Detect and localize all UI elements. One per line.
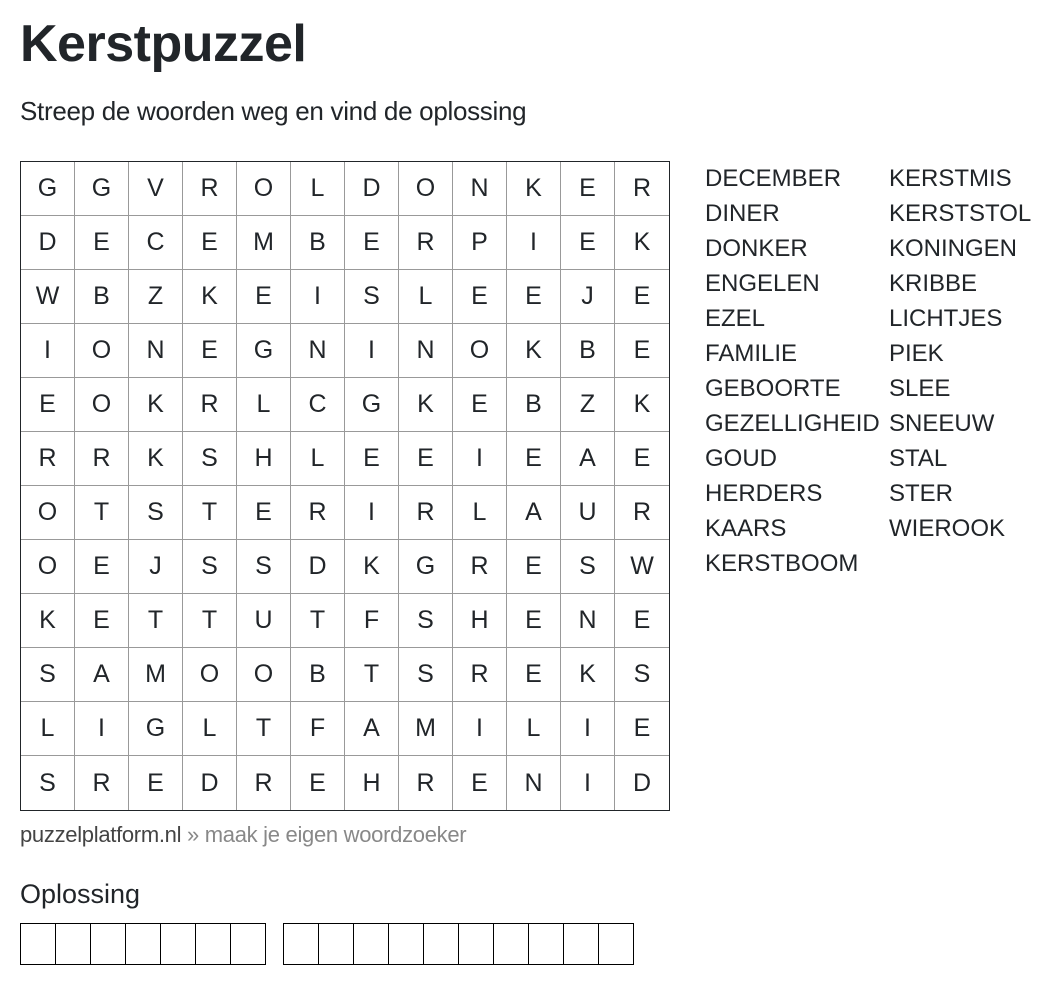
word-list-item: KERSTMIS	[889, 165, 1012, 192]
grid-cell[interactable]: E	[453, 270, 507, 324]
grid-cell[interactable]: B	[75, 270, 129, 324]
grid-cell[interactable]: G	[345, 378, 399, 432]
word-list	[705, 161, 1046, 581]
word-list-item: SNEEUW	[889, 410, 995, 437]
grid-cell[interactable]: T	[291, 594, 345, 648]
grid-cell[interactable]: A	[75, 648, 129, 702]
footer-link	[20, 820, 466, 850]
grid-cell[interactable]: E	[507, 648, 561, 702]
grid-cell[interactable]: G	[237, 324, 291, 378]
solution-letter-box[interactable]	[494, 924, 529, 964]
grid-cell[interactable]: E	[507, 432, 561, 486]
grid-cell[interactable]: L	[453, 486, 507, 540]
grid-cell[interactable]: E	[183, 216, 237, 270]
grid-cell[interactable]: E	[75, 540, 129, 594]
grid-cell[interactable]: L	[507, 702, 561, 756]
grid-cell[interactable]: S	[561, 540, 615, 594]
grid-cell[interactable]: E	[237, 270, 291, 324]
grid-cell[interactable]: E	[453, 756, 507, 810]
grid-cell[interactable]: K	[507, 324, 561, 378]
word-list-item: SLEE	[889, 375, 951, 402]
grid-cell[interactable]: K	[615, 216, 669, 270]
grid-cell[interactable]: E	[615, 324, 669, 378]
grid-cell[interactable]: D	[291, 540, 345, 594]
word-list-item: KONINGEN	[889, 235, 1018, 262]
grid-cell[interactable]: O	[399, 162, 453, 216]
word-list-item: LICHTJES	[889, 305, 1003, 332]
grid-cell[interactable]: O	[21, 486, 75, 540]
grid-cell[interactable]: S	[21, 648, 75, 702]
grid-cell[interactable]: E	[237, 486, 291, 540]
solution-word-1	[20, 923, 266, 965]
grid-cell[interactable]: L	[21, 702, 75, 756]
grid-cell[interactable]: T	[129, 594, 183, 648]
word-list-item: DECEMBER	[705, 165, 842, 192]
solution-title: Oplossing	[20, 879, 141, 909]
solution-letter-box[interactable]	[126, 924, 161, 964]
solution-letter-box[interactable]	[196, 924, 231, 964]
grid-cell[interactable]: J	[561, 270, 615, 324]
grid-cell[interactable]: J	[129, 540, 183, 594]
solution-letter-box[interactable]	[161, 924, 196, 964]
grid-cell[interactable]: R	[453, 648, 507, 702]
solution-letter-box[interactable]	[389, 924, 424, 964]
grid-cell[interactable]: E	[345, 216, 399, 270]
solution-letter-box[interactable]	[459, 924, 494, 964]
page-title: Kerstpuzzel	[20, 15, 307, 73]
word-list-item: WIEROOK	[889, 515, 1006, 542]
make-wordsearch-link[interactable]: » maak je eigen woordzoeker	[181, 822, 467, 847]
grid-cell[interactable]: O	[75, 378, 129, 432]
grid-cell[interactable]: D	[21, 216, 75, 270]
grid-cell[interactable]: K	[399, 378, 453, 432]
grid-cell[interactable]: W	[21, 270, 75, 324]
grid-cell[interactable]: E	[129, 756, 183, 810]
grid-cell[interactable]: R	[75, 432, 129, 486]
grid-cell[interactable]: B	[291, 648, 345, 702]
grid-cell[interactable]: C	[129, 216, 183, 270]
grid-cell[interactable]: T	[345, 648, 399, 702]
grid-cell[interactable]: L	[291, 432, 345, 486]
word-list-item: KERSTSTOL	[889, 200, 1032, 227]
solution-letter-box[interactable]	[424, 924, 459, 964]
grid-cell[interactable]: L	[237, 378, 291, 432]
solution-letter-box[interactable]	[91, 924, 126, 964]
grid-cell[interactable]: R	[21, 432, 75, 486]
solution-letter-box[interactable]	[284, 924, 319, 964]
grid-cell[interactable]: F	[291, 702, 345, 756]
grid-cell[interactable]: S	[129, 486, 183, 540]
grid-cell[interactable]: S	[237, 540, 291, 594]
word-list-item: PIEK	[889, 340, 944, 367]
grid-cell[interactable]: I	[453, 432, 507, 486]
grid-cell[interactable]: S	[615, 648, 669, 702]
grid-cell[interactable]: L	[183, 702, 237, 756]
grid-cell[interactable]: D	[345, 162, 399, 216]
grid-cell[interactable]: V	[129, 162, 183, 216]
grid-cell[interactable]: K	[345, 540, 399, 594]
word-list-item: HERDERS	[705, 480, 823, 507]
grid-cell[interactable]: T	[183, 486, 237, 540]
grid-cell[interactable]: G	[21, 162, 75, 216]
grid-cell[interactable]: D	[632, 768, 652, 797]
grid-cell[interactable]: O	[21, 540, 75, 594]
grid-cell[interactable]: R	[183, 162, 237, 216]
page-subtitle: Streep de woorden weg en vind de oplossing	[20, 96, 527, 126]
grid-cell[interactable]: R	[75, 756, 129, 810]
grid-cell[interactable]: K	[615, 378, 669, 432]
word-list-item: EZEL	[705, 305, 766, 332]
grid-cell[interactable]: B	[291, 216, 345, 270]
grid-cell[interactable]: S	[399, 648, 453, 702]
grid-cell[interactable]: A	[561, 432, 615, 486]
grid-cell[interactable]: H	[345, 756, 399, 810]
grid-cell[interactable]: A	[345, 702, 399, 756]
grid-cell[interactable]: K	[507, 162, 561, 216]
grid-cell[interactable]: T	[75, 486, 129, 540]
solution-letter-box[interactable]	[529, 924, 564, 964]
word-list-item: KRIBBE	[889, 270, 978, 297]
grid-cell[interactable]: B	[507, 378, 561, 432]
grid-cell[interactable]: I	[345, 324, 399, 378]
grid-cell[interactable]: R	[183, 378, 237, 432]
grid-cell[interactable]: N	[399, 324, 453, 378]
grid-cell[interactable]: E	[561, 162, 615, 216]
grid-cell[interactable]: R	[399, 486, 453, 540]
grid-cell[interactable]: E	[615, 432, 669, 486]
grid-cell[interactable]: F	[345, 594, 399, 648]
word-list-item: STER	[889, 480, 954, 507]
solution-letter-box[interactable]	[21, 924, 56, 964]
grid-cell[interactable]: E	[75, 216, 129, 270]
grid-cell[interactable]: S	[21, 756, 75, 810]
grid-cell[interactable]: M	[237, 216, 291, 270]
grid-cell[interactable]: E	[507, 594, 561, 648]
grid-cell[interactable]: R	[291, 486, 345, 540]
grid-cell[interactable]: E	[615, 270, 669, 324]
word-list-item: GOUD	[705, 445, 777, 472]
grid-cell[interactable]: G	[129, 702, 183, 756]
solution-letter-box[interactable]	[319, 924, 354, 964]
solution-letter-box[interactable]	[56, 924, 91, 964]
grid-cell[interactable]: H	[237, 432, 291, 486]
grid-cell[interactable]: O	[237, 162, 291, 216]
grid-cell[interactable]: E	[21, 378, 75, 432]
grid-cell[interactable]: O	[237, 648, 291, 702]
solution-letter-box[interactable]	[564, 924, 599, 964]
grid-cell[interactable]: D	[183, 756, 237, 810]
grid-cell[interactable]: K	[183, 270, 237, 324]
grid-cell[interactable]: R	[615, 162, 669, 216]
grid-cell[interactable]: O	[183, 648, 237, 702]
grid-cell[interactable]: Z	[561, 378, 615, 432]
solution-letter-box[interactable]	[599, 924, 634, 964]
grid-cell[interactable]: B	[561, 324, 615, 378]
grid-cell[interactable]: E	[399, 432, 453, 486]
grid-cell[interactable]: I	[561, 756, 615, 810]
grid-cell[interactable]: S	[345, 270, 399, 324]
solution-letter-box[interactable]	[231, 924, 266, 964]
grid-cell[interactable]: T	[183, 594, 237, 648]
grid-cell[interactable]: N	[507, 756, 561, 810]
grid-cell[interactable]: E	[291, 756, 345, 810]
grid-cell[interactable]: K	[129, 432, 183, 486]
grid-cell[interactable]: K	[21, 594, 75, 648]
grid-cell[interactable]: U	[237, 594, 291, 648]
grid-cell[interactable]: E	[561, 216, 615, 270]
grid-cell[interactable]: K	[129, 378, 183, 432]
grid-cell[interactable]: L	[399, 270, 453, 324]
grid-cell[interactable]: E	[183, 324, 237, 378]
grid-cell[interactable]: I	[21, 324, 75, 378]
grid-cell[interactable]: I	[561, 702, 615, 756]
solution-letter-box[interactable]	[354, 924, 389, 964]
grid-cell[interactable]: E	[507, 270, 561, 324]
word-list-item: KERSTBOOM	[705, 550, 859, 577]
word-list-item: ENGELEN	[705, 270, 820, 297]
grid-cell[interactable]: O	[453, 324, 507, 378]
word-list-item: GEZELLIGHEID	[705, 410, 880, 437]
grid-cell[interactable]: I	[291, 270, 345, 324]
grid-cell[interactable]: R	[237, 756, 291, 810]
grid-cell[interactable]: L	[291, 162, 345, 216]
grid-cell[interactable]: M	[129, 648, 183, 702]
grid-cell[interactable]: N	[129, 324, 183, 378]
grid-cell[interactable]: N	[561, 594, 615, 648]
grid-cell[interactable]: I	[75, 702, 129, 756]
grid-cell[interactable]: O	[75, 324, 129, 378]
word-list-item: DINER	[705, 200, 780, 227]
grid-cell[interactable]: A	[507, 486, 561, 540]
grid-cell[interactable]: U	[561, 486, 615, 540]
grid-cell[interactable]: P	[453, 216, 507, 270]
grid-cell[interactable]: G	[399, 540, 453, 594]
word-list-item: STAL	[889, 445, 948, 472]
solution-word-2	[283, 923, 634, 965]
grid-cell[interactable]: N	[453, 162, 507, 216]
grid-cell[interactable]: Z	[129, 270, 183, 324]
grid-cell[interactable]: E	[615, 702, 669, 756]
grid-cell[interactable]: I	[507, 216, 561, 270]
grid-cell[interactable]: S	[399, 594, 453, 648]
grid-cell[interactable]: R	[453, 540, 507, 594]
grid-cell[interactable]: S	[183, 432, 237, 486]
word-search-grid[interactable]	[20, 161, 670, 811]
grid-cell[interactable]: C	[291, 378, 345, 432]
grid-cell[interactable]: G	[75, 162, 129, 216]
grid-cell[interactable]: R	[399, 756, 453, 810]
grid-cell[interactable]: E	[453, 378, 507, 432]
grid-cell[interactable]: I	[453, 702, 507, 756]
grid-cell[interactable]: I	[345, 486, 399, 540]
grid-cell[interactable]: W	[615, 540, 669, 594]
grid-cell[interactable]: H	[453, 594, 507, 648]
word-list-item: FAMILIE	[705, 340, 798, 367]
grid-cell[interactable]: E	[75, 594, 129, 648]
word-list-item: GEBOORTE	[705, 375, 841, 402]
grid-cell[interactable]: E	[615, 594, 669, 648]
word-list-item: KAARS	[705, 515, 787, 542]
grid-cell[interactable]: N	[291, 324, 345, 378]
grid-cell[interactable]: E	[507, 540, 561, 594]
grid-cell[interactable]: E	[345, 432, 399, 486]
grid-cell[interactable]: M	[399, 702, 453, 756]
grid-cell[interactable]: K	[561, 648, 615, 702]
grid-cell[interactable]: R	[615, 486, 669, 540]
grid-cell[interactable]: S	[183, 540, 237, 594]
site-link[interactable]: puzzelplatform.nl	[20, 822, 182, 847]
word-list-item: DONKER	[705, 235, 808, 262]
grid-cell[interactable]: R	[399, 216, 453, 270]
grid-cell[interactable]: T	[237, 702, 291, 756]
